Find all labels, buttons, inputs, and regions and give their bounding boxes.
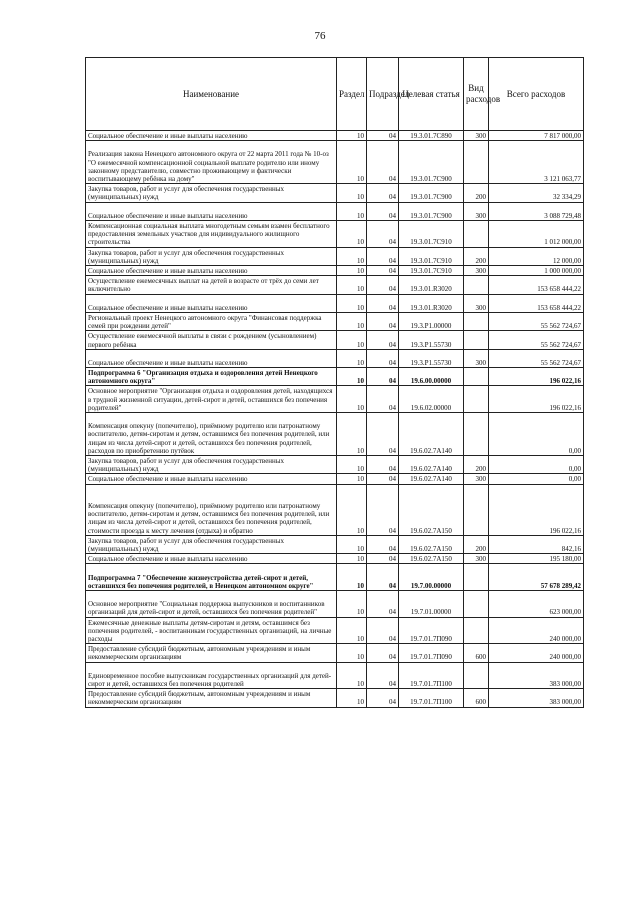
cell-name: Социальное обеспечение и иные выплаты населению	[86, 202, 337, 220]
cell-razdel: 10	[337, 312, 367, 330]
cell-total: 842,16	[489, 535, 584, 553]
cell-name: Компенсация опекуну (попечителю), приёмному родителю или патронатному воспитателю, детям-сиротам и детям, оставшимся без попечения родителей, или лицам из числа детей-сирот и детей, оставшихся без попечения родителей, расходов по приобретению путёвок	[86, 413, 337, 456]
cell-target: 19.3.P1.55730	[399, 331, 464, 349]
cell-name: Ежемесячные денежные выплаты детям-сиротам и детям, оставшимся без попечения родителей, - воспитанникам государственных организаций, на личные расходы	[86, 617, 337, 644]
table-row	[86, 294, 584, 312]
cell-total: 623 000,00	[489, 591, 584, 618]
table-row	[86, 141, 584, 184]
cell-total: 196 022,16	[489, 368, 584, 386]
cell-vid	[464, 141, 489, 184]
cell-total: 7 817 000,00	[489, 131, 584, 141]
cell-podrazdel: 04	[367, 220, 399, 247]
cell-vid	[464, 591, 489, 618]
cell-vid: 300	[464, 265, 489, 275]
cell-razdel: 10	[337, 413, 367, 456]
page-number: 76	[314, 30, 326, 42]
table-row	[86, 474, 584, 484]
cell-target: 19.3.01.R3020	[399, 276, 464, 294]
cell-name: Предоставление субсидий бюджетным, автономным учреждениям и иным некоммерческим организациям	[86, 689, 337, 707]
cell-razdel: 10	[337, 554, 367, 564]
cell-target: 19.7.01.7П100	[399, 689, 464, 707]
cell-vid	[464, 386, 489, 413]
table-row	[86, 202, 584, 220]
table-row	[86, 131, 584, 141]
cell-total: 55 562 724,67	[489, 312, 584, 330]
cell-podrazdel: 04	[367, 554, 399, 564]
cell-total: 383 000,00	[489, 662, 584, 689]
cell-podrazdel: 04	[367, 265, 399, 275]
cell-total: 240 000,00	[489, 644, 584, 662]
cell-target: 19.7.01.7П090	[399, 644, 464, 662]
cell-vid: 200	[464, 247, 489, 265]
cell-vid	[464, 484, 489, 535]
table-row	[86, 535, 584, 553]
table-row	[86, 456, 584, 474]
cell-vid: 200	[464, 535, 489, 553]
cell-target: 19.3.01.7С900	[399, 141, 464, 184]
cell-target: 19.6.02.7А140	[399, 413, 464, 456]
cell-podrazdel: 04	[367, 202, 399, 220]
cell-total: 0,00	[489, 474, 584, 484]
header-razdel: Раздел	[337, 58, 367, 131]
cell-podrazdel: 04	[367, 276, 399, 294]
cell-podrazdel: 04	[367, 644, 399, 662]
cell-razdel: 10	[337, 131, 367, 141]
cell-name: Социальное обеспечение и иные выплаты населению	[86, 474, 337, 484]
table-row	[86, 564, 584, 591]
cell-total: 32 334,29	[489, 184, 584, 202]
cell-target: 19.7.01.7П100	[399, 662, 464, 689]
cell-podrazdel: 04	[367, 131, 399, 141]
cell-vid: 300	[464, 202, 489, 220]
cell-vid: 200	[464, 456, 489, 474]
cell-name: Реализация закона Ненецкого автономного округа от 22 марта 2011 года № 10-оз "О ежемесячной компенсационной социальной выплате родителю или иному законному представителю, совместно проживающему и фактически воспитывающему ребёнка на дому"	[86, 141, 337, 184]
cell-total: 1 012 000,00	[489, 220, 584, 247]
cell-razdel: 10	[337, 564, 367, 591]
cell-total: 383 000,00	[489, 689, 584, 707]
cell-podrazdel: 04	[367, 312, 399, 330]
cell-razdel: 10	[337, 535, 367, 553]
cell-razdel: 10	[337, 202, 367, 220]
table-row	[86, 331, 584, 349]
cell-razdel: 10	[337, 617, 367, 644]
cell-vid	[464, 220, 489, 247]
cell-total: 0,00	[489, 413, 584, 456]
cell-total: 153 658 444,22	[489, 294, 584, 312]
table-row	[86, 247, 584, 265]
cell-podrazdel: 04	[367, 141, 399, 184]
cell-podrazdel: 04	[367, 386, 399, 413]
cell-target: 19.6.02.7А140	[399, 474, 464, 484]
cell-name: Региональный проект Ненецкого автономного округа "Финансовая поддержка семей при рождении детей"	[86, 312, 337, 330]
table-row	[86, 484, 584, 535]
table-row	[86, 276, 584, 294]
cell-razdel: 10	[337, 474, 367, 484]
table-row	[86, 689, 584, 707]
cell-total: 195 180,00	[489, 554, 584, 564]
cell-target: 19.7.01.7П090	[399, 617, 464, 644]
table-row	[86, 413, 584, 456]
cell-vid	[464, 331, 489, 349]
cell-razdel: 10	[337, 184, 367, 202]
cell-vid: 300	[464, 474, 489, 484]
cell-razdel: 10	[337, 689, 367, 707]
cell-total: 3 121 063,77	[489, 141, 584, 184]
cell-podrazdel: 04	[367, 617, 399, 644]
cell-name: Социальное обеспечение и иные выплаты населению	[86, 294, 337, 312]
cell-target: 19.3.01.7С910	[399, 220, 464, 247]
cell-target: 19.6.02.7А150	[399, 535, 464, 553]
cell-name: Подпрограмма 6 "Организация отдыха и оздоровления детей Ненецкого автономного округа"	[86, 368, 337, 386]
cell-total: 55 562 724,67	[489, 349, 584, 367]
cell-vid	[464, 662, 489, 689]
cell-podrazdel: 04	[367, 474, 399, 484]
cell-razdel: 10	[337, 331, 367, 349]
cell-name: Основное мероприятие "Социальная поддержка выпускников и воспитанников организаций для детей-сирот и детей, оставшихся без попечения родителей"	[86, 591, 337, 618]
table-row	[86, 644, 584, 662]
cell-target: 19.3.01.R3020	[399, 294, 464, 312]
cell-total: 0,00	[489, 456, 584, 474]
cell-razdel: 10	[337, 247, 367, 265]
cell-target: 19.3.01.7С900	[399, 202, 464, 220]
cell-vid: 300	[464, 554, 489, 564]
cell-podrazdel: 04	[367, 564, 399, 591]
budget-table	[85, 57, 584, 708]
cell-podrazdel: 04	[367, 184, 399, 202]
cell-name: Подпрограмма 7 "Обеспечение жизнеустройства детей-сирот и детей, оставшихся без попечения родителей, в Ненецком автономном округе"	[86, 564, 337, 591]
cell-name: Закупка товаров, работ и услуг для обеспечения государственных (муниципальных) нужд	[86, 535, 337, 553]
cell-name: Основное мероприятие "Организация отдыха и оздоровления детей, находящихся в трудной жизненной ситуации, детей-сирот и детей, оставшихся без попечения родителей"	[86, 386, 337, 413]
cell-total: 196 022,16	[489, 386, 584, 413]
cell-razdel: 10	[337, 456, 367, 474]
cell-target: 19.6.02.7А150	[399, 554, 464, 564]
cell-target: 19.3.01.7С890	[399, 131, 464, 141]
table-body	[86, 131, 584, 708]
cell-name: Социальное обеспечение и иные выплаты населению	[86, 265, 337, 275]
cell-target: 19.3.P1.55730	[399, 349, 464, 367]
cell-name: Компенсация опекуну (попечителю), приёмному родителю или патронатному воспитателю, детям-сиротам и детям, оставшимся без попечения родителей, или лицам из числа детей-сирот и детей, оставшихся без попечения родителей, стоимости проезда к месту лечения (отдыха) и обратно	[86, 484, 337, 535]
cell-target: 19.3.01.7С900	[399, 184, 464, 202]
cell-vid	[464, 276, 489, 294]
cell-podrazdel: 04	[367, 689, 399, 707]
cell-vid: 300	[464, 294, 489, 312]
cell-podrazdel: 04	[367, 331, 399, 349]
table-row	[86, 617, 584, 644]
cell-name: Осуществление ежемесячной выплаты в связи с рождением (усыновлением) первого ребёнка	[86, 331, 337, 349]
header-total: Всего расходов	[489, 58, 584, 131]
header-podrazdel: Подраздел	[367, 58, 399, 131]
cell-razdel: 10	[337, 265, 367, 275]
cell-vid: 200	[464, 184, 489, 202]
cell-total: 196 022,16	[489, 484, 584, 535]
cell-target: 19.6.02.00000	[399, 386, 464, 413]
cell-target: 19.3.01.7С910	[399, 247, 464, 265]
cell-total: 1 000 000,00	[489, 265, 584, 275]
cell-name: Социальное обеспечение и иные выплаты населению	[86, 349, 337, 367]
cell-total: 3 088 729,48	[489, 202, 584, 220]
cell-vid	[464, 564, 489, 591]
cell-name: Закупка товаров, работ и услуг для обеспечения государственных (муниципальных) нужд	[86, 456, 337, 474]
cell-razdel: 10	[337, 349, 367, 367]
cell-vid: 300	[464, 131, 489, 141]
cell-vid	[464, 617, 489, 644]
cell-target: 19.6.00.00000	[399, 368, 464, 386]
cell-name: Закупка товаров, работ и услуг для обеспечения государственных (муниципальных) нужд	[86, 247, 337, 265]
cell-podrazdel: 04	[367, 349, 399, 367]
table-row	[86, 184, 584, 202]
cell-razdel: 10	[337, 294, 367, 312]
cell-razdel: 10	[337, 276, 367, 294]
cell-vid: 300	[464, 349, 489, 367]
cell-target: 19.6.02.7А150	[399, 484, 464, 535]
cell-target: 19.7.00.00000	[399, 564, 464, 591]
cell-podrazdel: 04	[367, 247, 399, 265]
cell-razdel: 10	[337, 386, 367, 413]
header-vid: Вид расходов	[464, 58, 489, 131]
cell-podrazdel: 04	[367, 662, 399, 689]
cell-podrazdel: 04	[367, 413, 399, 456]
header-target: Целевая статья	[399, 58, 464, 131]
cell-podrazdel: 04	[367, 456, 399, 474]
cell-name: Социальное обеспечение и иные выплаты населению	[86, 131, 337, 141]
table-row	[86, 662, 584, 689]
table-row	[86, 220, 584, 247]
cell-target: 19.3.P1.00000	[399, 312, 464, 330]
cell-vid	[464, 368, 489, 386]
cell-total: 57 678 289,42	[489, 564, 584, 591]
header-name: Наименование	[86, 58, 337, 131]
table-row	[86, 386, 584, 413]
cell-podrazdel: 04	[367, 591, 399, 618]
cell-vid	[464, 312, 489, 330]
cell-name: Социальное обеспечение и иные выплаты населению	[86, 554, 337, 564]
cell-razdel: 10	[337, 591, 367, 618]
table-row	[86, 265, 584, 275]
cell-razdel: 10	[337, 484, 367, 535]
cell-podrazdel: 04	[367, 294, 399, 312]
cell-target: 19.6.02.7А140	[399, 456, 464, 474]
cell-total: 240 000,00	[489, 617, 584, 644]
cell-podrazdel: 04	[367, 484, 399, 535]
table-row	[86, 554, 584, 564]
cell-total: 12 000,00	[489, 247, 584, 265]
table-row	[86, 591, 584, 618]
cell-podrazdel: 04	[367, 368, 399, 386]
table-row	[86, 368, 584, 386]
cell-podrazdel: 04	[367, 535, 399, 553]
cell-name: Осуществление ежемесячных выплат на детей в возрасте от трёх до семи лет включительно	[86, 276, 337, 294]
cell-name: Единовременное пособие выпускникам государственных организаций для детей-сирот и детей, оставшихся без попечения родителей	[86, 662, 337, 689]
cell-razdel: 10	[337, 644, 367, 662]
cell-name: Предоставление субсидий бюджетным, автономным учреждениям и иным некоммерческим организациям	[86, 644, 337, 662]
cell-target: 19.3.01.7С910	[399, 265, 464, 275]
cell-vid: 600	[464, 644, 489, 662]
cell-name: Компенсационная социальная выплата многодетным семьям взамен бесплатного предоставления земельных участков для индивидуального жилищного строительства	[86, 220, 337, 247]
cell-razdel: 10	[337, 368, 367, 386]
cell-vid	[464, 413, 489, 456]
cell-total: 153 658 444,22	[489, 276, 584, 294]
table-header-row	[86, 58, 584, 131]
table-row	[86, 312, 584, 330]
cell-name: Закупка товаров, работ и услуг для обеспечения государственных (муниципальных) нужд	[86, 184, 337, 202]
cell-total: 55 562 724,67	[489, 331, 584, 349]
cell-razdel: 10	[337, 662, 367, 689]
table-row	[86, 349, 584, 367]
cell-razdel: 10	[337, 220, 367, 247]
cell-vid: 600	[464, 689, 489, 707]
cell-target: 19.7.01.00000	[399, 591, 464, 618]
cell-razdel: 10	[337, 141, 367, 184]
